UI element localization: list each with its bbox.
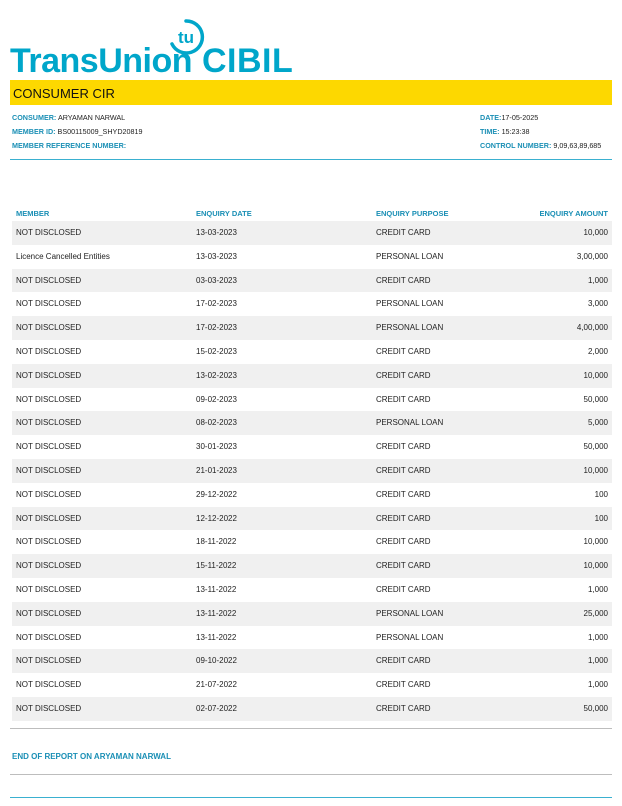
date-label: DATE:: [480, 113, 502, 122]
cell-enquiry-date: 03-03-2023: [196, 275, 237, 285]
table-row: [12, 673, 612, 697]
table-row: [12, 364, 612, 388]
table-row: [12, 530, 612, 554]
page-title: CONSUMER CIR: [13, 86, 115, 101]
cell-member: NOT DISCLOSED: [16, 680, 82, 690]
cell-member: NOT DISCLOSED: [16, 465, 82, 475]
table-row: [12, 483, 612, 507]
cell-member: NOT DISCLOSED: [16, 418, 82, 428]
table-row: [12, 459, 612, 483]
cell-enquiry-amount: 10,000: [583, 228, 608, 237]
cell-member: NOT DISCLOSED: [16, 656, 82, 666]
cell-enquiry-date: 15-11-2022: [196, 561, 237, 571]
cell-enquiry-purpose: CREDIT CARD: [376, 561, 431, 571]
table-row: [12, 221, 612, 245]
member-ref-line: [12, 141, 126, 150]
page-bottom-rule: [10, 797, 612, 798]
cell-enquiry-date: 02-07-2022: [196, 703, 237, 713]
cell-enquiry-purpose: PERSONAL LOAN: [376, 418, 444, 428]
cell-member: NOT DISCLOSED: [16, 489, 82, 499]
cell-enquiry-amount: 5,000: [587, 418, 608, 428]
transunion-cibil-logo: [10, 18, 300, 80]
table-row: [12, 411, 612, 435]
cell-enquiry-amount: 3,000: [587, 299, 608, 309]
date-value: 17-05-2025: [501, 113, 539, 122]
time-value: 15:23:38: [501, 127, 530, 136]
member-id-line: [12, 127, 143, 136]
cell-enquiry-amount: 2,000: [587, 346, 608, 356]
cell-member: NOT DISCLOSED: [16, 632, 82, 642]
cell-enquiry-amount: 100: [594, 489, 608, 499]
table-row: [12, 316, 612, 340]
cell-enquiry-date: 21-07-2022: [196, 680, 237, 690]
cell-member: NOT DISCLOSED: [16, 513, 82, 523]
cell-enquiry-purpose: CREDIT CARD: [376, 370, 431, 380]
cell-enquiry-purpose: CREDIT CARD: [376, 228, 431, 237]
cell-member: NOT DISCLOSED: [16, 299, 82, 309]
cell-enquiry-amount: 4,00,000: [576, 323, 608, 333]
cell-enquiry-purpose: CREDIT CARD: [376, 584, 431, 594]
cell-enquiry-purpose: CREDIT CARD: [376, 394, 431, 404]
header-enquiry-purpose: ENQUIRY PURPOSE: [376, 209, 449, 218]
control-value: 9,09,63,89,685: [553, 141, 602, 150]
cell-enquiry-date: 13-02-2023: [196, 370, 237, 380]
cell-enquiry-purpose: CREDIT CARD: [376, 656, 431, 666]
cell-enquiry-amount: 1,000: [587, 275, 608, 285]
cell-member: NOT DISCLOSED: [16, 370, 82, 380]
cell-member: NOT DISCLOSED: [16, 442, 82, 452]
cell-member: NOT DISCLOSED: [16, 703, 82, 713]
cell-enquiry-purpose: CREDIT CARD: [376, 275, 431, 285]
cell-enquiry-purpose: PERSONAL LOAN: [376, 251, 444, 261]
table-row: [12, 554, 612, 578]
cell-enquiry-purpose: CREDIT CARD: [376, 513, 431, 523]
member-ref-label: MEMBER REFERENCE NUMBER:: [12, 141, 127, 150]
table-row: [12, 269, 612, 293]
header-divider: [10, 159, 612, 160]
tu-circle-icon: [167, 18, 205, 56]
cell-member: NOT DISCLOSED: [16, 346, 82, 356]
cell-enquiry-purpose: CREDIT CARD: [376, 465, 431, 475]
consumer-value: ARYAMAN NARWAL: [57, 113, 126, 122]
cell-enquiry-date: 29-12-2022: [196, 489, 237, 499]
table-row: [12, 578, 612, 602]
cell-enquiry-amount: 1,000: [587, 584, 608, 594]
member-id-value: BS00115009_SHYD20819: [57, 127, 143, 136]
cell-enquiry-purpose: PERSONAL LOAN: [376, 299, 444, 309]
header-enquiry-amount: ENQUIRY AMOUNT: [539, 209, 608, 218]
cell-enquiry-amount: 10,000: [583, 370, 608, 380]
footer-divider: [10, 774, 612, 775]
logo-brand: TransUnion: [10, 42, 193, 80]
date-line: [480, 113, 538, 122]
cell-enquiry-purpose: CREDIT CARD: [376, 489, 431, 499]
cell-enquiry-purpose: CREDIT CARD: [376, 680, 431, 690]
control-label: CONTROL NUMBER:: [480, 141, 552, 150]
cell-enquiry-amount: 1,000: [587, 680, 608, 690]
cell-enquiry-date: 17-02-2023: [196, 299, 237, 309]
time-line: [480, 127, 530, 136]
table-row: [12, 340, 612, 364]
enquiry-table: [12, 221, 612, 721]
cell-enquiry-amount: 10,000: [583, 465, 608, 475]
table-row: [12, 602, 612, 626]
cell-member: Licence Cancelled Entities: [16, 251, 110, 261]
cell-enquiry-amount: 10,000: [583, 561, 608, 571]
cell-enquiry-date: 08-02-2023: [196, 418, 237, 428]
cell-enquiry-date: 18-11-2022: [196, 537, 237, 547]
header-enquiry-date: ENQUIRY DATE: [196, 209, 252, 218]
cell-enquiry-amount: 10,000: [583, 537, 608, 547]
cell-member: NOT DISCLOSED: [16, 228, 82, 237]
cell-member: NOT DISCLOSED: [16, 323, 82, 333]
cell-enquiry-date: 13-03-2023: [196, 251, 237, 261]
cell-enquiry-purpose: CREDIT CARD: [376, 537, 431, 547]
table-row: [12, 626, 612, 650]
cell-member: NOT DISCLOSED: [16, 584, 82, 594]
cell-enquiry-purpose: CREDIT CARD: [376, 346, 431, 356]
cell-enquiry-date: 13-11-2022: [196, 632, 237, 642]
logo-mark-text: tu: [177, 28, 195, 47]
table-row: [12, 245, 612, 269]
cell-enquiry-amount: 1,000: [587, 632, 608, 642]
table-row: [12, 507, 612, 531]
cell-enquiry-amount: 3,00,000: [576, 251, 608, 261]
report-title-bar: [10, 80, 612, 105]
cell-member: NOT DISCLOSED: [16, 608, 82, 618]
cell-enquiry-purpose: PERSONAL LOAN: [376, 632, 444, 642]
table-row: [12, 292, 612, 316]
cell-enquiry-amount: 50,000: [583, 703, 608, 713]
cell-enquiry-purpose: CREDIT CARD: [376, 703, 431, 713]
cell-enquiry-date: 13-11-2022: [196, 608, 237, 618]
cell-member: NOT DISCLOSED: [16, 275, 82, 285]
cell-enquiry-date: 30-01-2023: [196, 442, 237, 452]
cell-member: NOT DISCLOSED: [16, 537, 82, 547]
cell-enquiry-purpose: CREDIT CARD: [376, 442, 431, 452]
logo-suffix: CIBIL: [202, 42, 294, 80]
cell-enquiry-date: 15-02-2023: [196, 346, 237, 356]
cell-enquiry-amount: 50,000: [583, 442, 608, 452]
cell-enquiry-amount: 100: [594, 513, 608, 523]
cell-enquiry-amount: 50,000: [583, 394, 608, 404]
cell-enquiry-date: 09-02-2023: [196, 394, 237, 404]
cell-enquiry-purpose: PERSONAL LOAN: [376, 608, 444, 618]
table-bottom-divider: [10, 728, 612, 729]
cell-enquiry-date: 12-12-2022: [196, 513, 237, 523]
header-member: MEMBER: [16, 209, 50, 218]
time-label: TIME:: [480, 127, 500, 136]
consumer-line: [12, 113, 125, 122]
cell-enquiry-amount: 25,000: [583, 608, 608, 618]
cell-member: NOT DISCLOSED: [16, 394, 82, 404]
cell-enquiry-date: 13-11-2022: [196, 584, 237, 594]
cell-enquiry-date: 17-02-2023: [196, 323, 237, 333]
cell-member: NOT DISCLOSED: [16, 561, 82, 571]
table-row: [12, 649, 612, 673]
table-row: [12, 435, 612, 459]
table-row: [12, 388, 612, 412]
table-row: [12, 697, 612, 721]
end-of-report: END OF REPORT ON ARYAMAN NARWAL: [12, 752, 171, 761]
cell-enquiry-date: 21-01-2023: [196, 465, 237, 475]
cell-enquiry-purpose: PERSONAL LOAN: [376, 323, 444, 333]
control-line: [480, 141, 601, 150]
consumer-label: CONSUMER:: [12, 113, 57, 122]
member-id-label: MEMBER ID:: [12, 127, 56, 136]
cell-enquiry-date: 13-03-2023: [196, 228, 237, 237]
cell-enquiry-date: 09-10-2022: [196, 656, 237, 666]
cell-enquiry-amount: 1,000: [587, 656, 608, 666]
